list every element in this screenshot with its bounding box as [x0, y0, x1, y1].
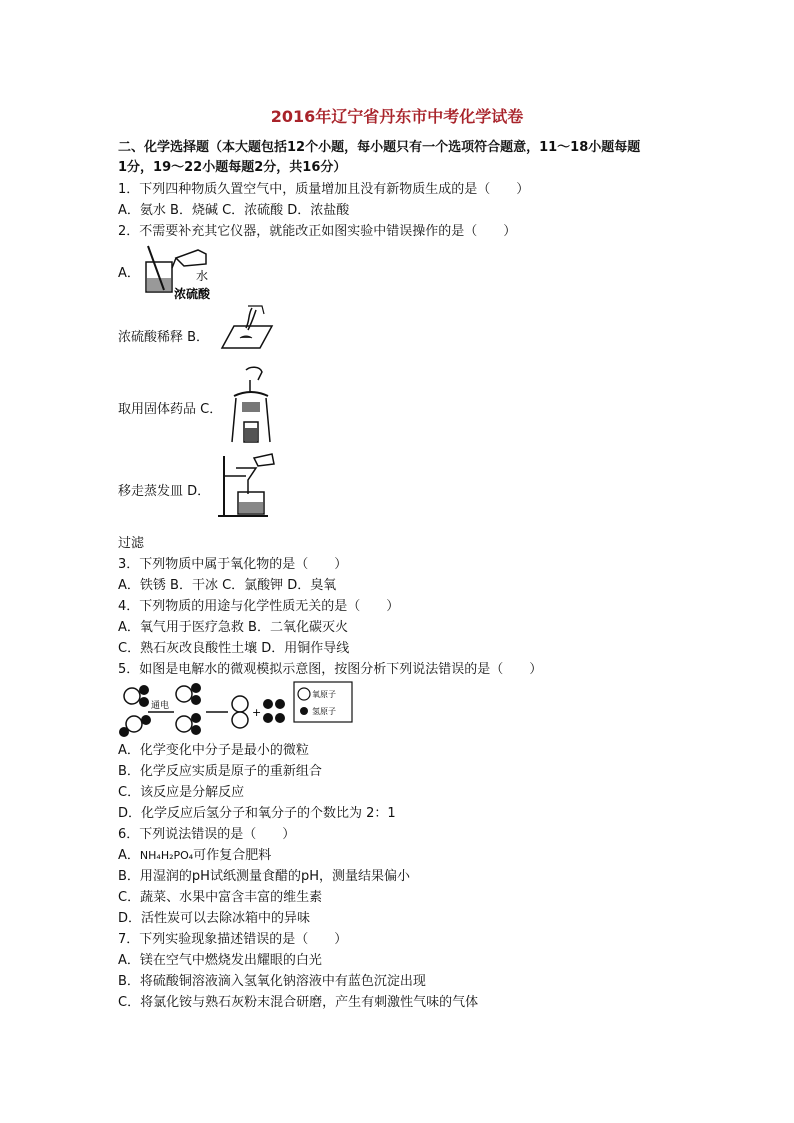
- q1-options: A．氨水 B．烧碱 C．浓硫酸 D．浓盐酸: [118, 203, 350, 218]
- q2-a-figure: [140, 244, 220, 300]
- water-molecule-1-h2: [139, 697, 149, 707]
- hydrogen-molecule-atom1: [263, 699, 273, 709]
- q2-a-label-water: 水: [196, 269, 209, 283]
- q6-option-a-suffix: 可作复合肥料: [193, 848, 272, 863]
- oxygen-molecule-atom2: [232, 712, 248, 728]
- q2-a-label-acid: 浓硫酸: [174, 287, 211, 300]
- q2-c-figure: [228, 366, 274, 446]
- q6-option-a-prefix: A．: [118, 848, 140, 863]
- legend-hydrogen-label: 氢原子: [312, 707, 336, 716]
- q4-options-line2: C．熟石灰改良酸性土壤 D．用铜作导线: [118, 641, 350, 656]
- q2-b-prefix: 浓硫酸稀释 B．: [118, 330, 210, 345]
- q5-diagram: [118, 680, 358, 740]
- q7-option-c: C．将氯化铵与熟石灰粉末混合研磨，产生有刺激性气味的气体: [118, 995, 479, 1010]
- q5-stem: 5．如图是电解水的微观模拟示意图，按图分析下列说法错误的是（ ）: [118, 662, 543, 677]
- q2-stem: 2．不需要补充其它仪器，就能改正如图实验中错误操作的是（ ）: [118, 224, 517, 239]
- q2-d-prefix: 移走蒸发皿 D．: [118, 484, 211, 499]
- q7-option-a: A．镁在空气中燃烧发出耀眼的白光: [118, 953, 322, 968]
- q2-d-figure: [218, 450, 278, 520]
- q4-options-line1: A．氧气用于医疗急救 B．二氧化碳灭火: [118, 620, 348, 635]
- q6-option-a-formula: NH₄H₂PO₄: [139, 849, 194, 862]
- q4-stem: 4．下列物质的用途与化学性质无关的是（ ）: [118, 599, 400, 614]
- q5-option-d: D．化学反应后氢分子和氧分子的个数比为 2：1: [118, 806, 396, 821]
- q2-d-caption: 过滤: [118, 536, 145, 551]
- water-molecule-2-h2: [141, 715, 151, 725]
- legend-oxygen-label: 氧原子: [312, 690, 336, 699]
- page-title: 2016年辽宁省丹东市中考化学试卷: [270, 107, 524, 126]
- q7-stem: 7．下列实验现象描述错误的是（ ）: [118, 932, 348, 947]
- q6-option-d: D．活性炭可以去除冰箱中的异味: [118, 911, 311, 926]
- water-molecule-1-h1: [139, 685, 149, 695]
- q5-option-a: A．化学变化中分子是最小的微粒: [118, 743, 309, 758]
- q6-stem: 6．下列说法错误的是（ ）: [118, 827, 296, 842]
- q2-a-prefix: A．: [118, 266, 140, 281]
- section-heading-line1: 二、化学选择题（本大题包括12个小题，每小题只有一个选项符合题意，11～18小题每题: [118, 140, 641, 155]
- svg-text:+: +: [252, 706, 262, 719]
- q6-option-a: [118, 846, 271, 866]
- q3-stem: 3．下列物质中属于氧化物的是（ ）: [118, 557, 348, 572]
- q2-b-figure: [218, 304, 274, 354]
- water-molecule-2-h1: [119, 727, 129, 737]
- water-molecule-2-o: [126, 716, 142, 732]
- q7-option-b: B．将硫酸铜溶液滴入氢氧化钠溶液中有蓝色沉淀出现: [118, 974, 426, 989]
- q5-option-b: B．化学反应实质是原子的重新组合: [118, 764, 322, 779]
- water-molecule-1-o: [124, 688, 140, 704]
- section-heading-line2: 1分，19～22小题每题2分，共16分）: [118, 160, 347, 175]
- oxygen-molecule-atom1: [232, 696, 248, 712]
- q5-condition-label: 通电: [151, 701, 170, 711]
- q3-options: A．铁锈 B．干冰 C．氯酸钾 D．臭氧: [118, 578, 337, 593]
- q5-option-c: C．该反应是分解反应: [118, 785, 245, 800]
- q2-c-prefix: 取用固体药品 C．: [118, 402, 223, 417]
- q1-stem: 1．下列四种物质久置空气中，质量增加且没有新物质生成的是（ ）: [118, 182, 530, 197]
- hydrogen-molecule-atom2: [263, 713, 273, 723]
- q6-option-c: C．蔬菜、水果中富含丰富的维生素: [118, 890, 323, 905]
- q6-option-b: B．用湿润的pH试纸测量食醋的pH，测量结果偏小: [118, 869, 410, 884]
